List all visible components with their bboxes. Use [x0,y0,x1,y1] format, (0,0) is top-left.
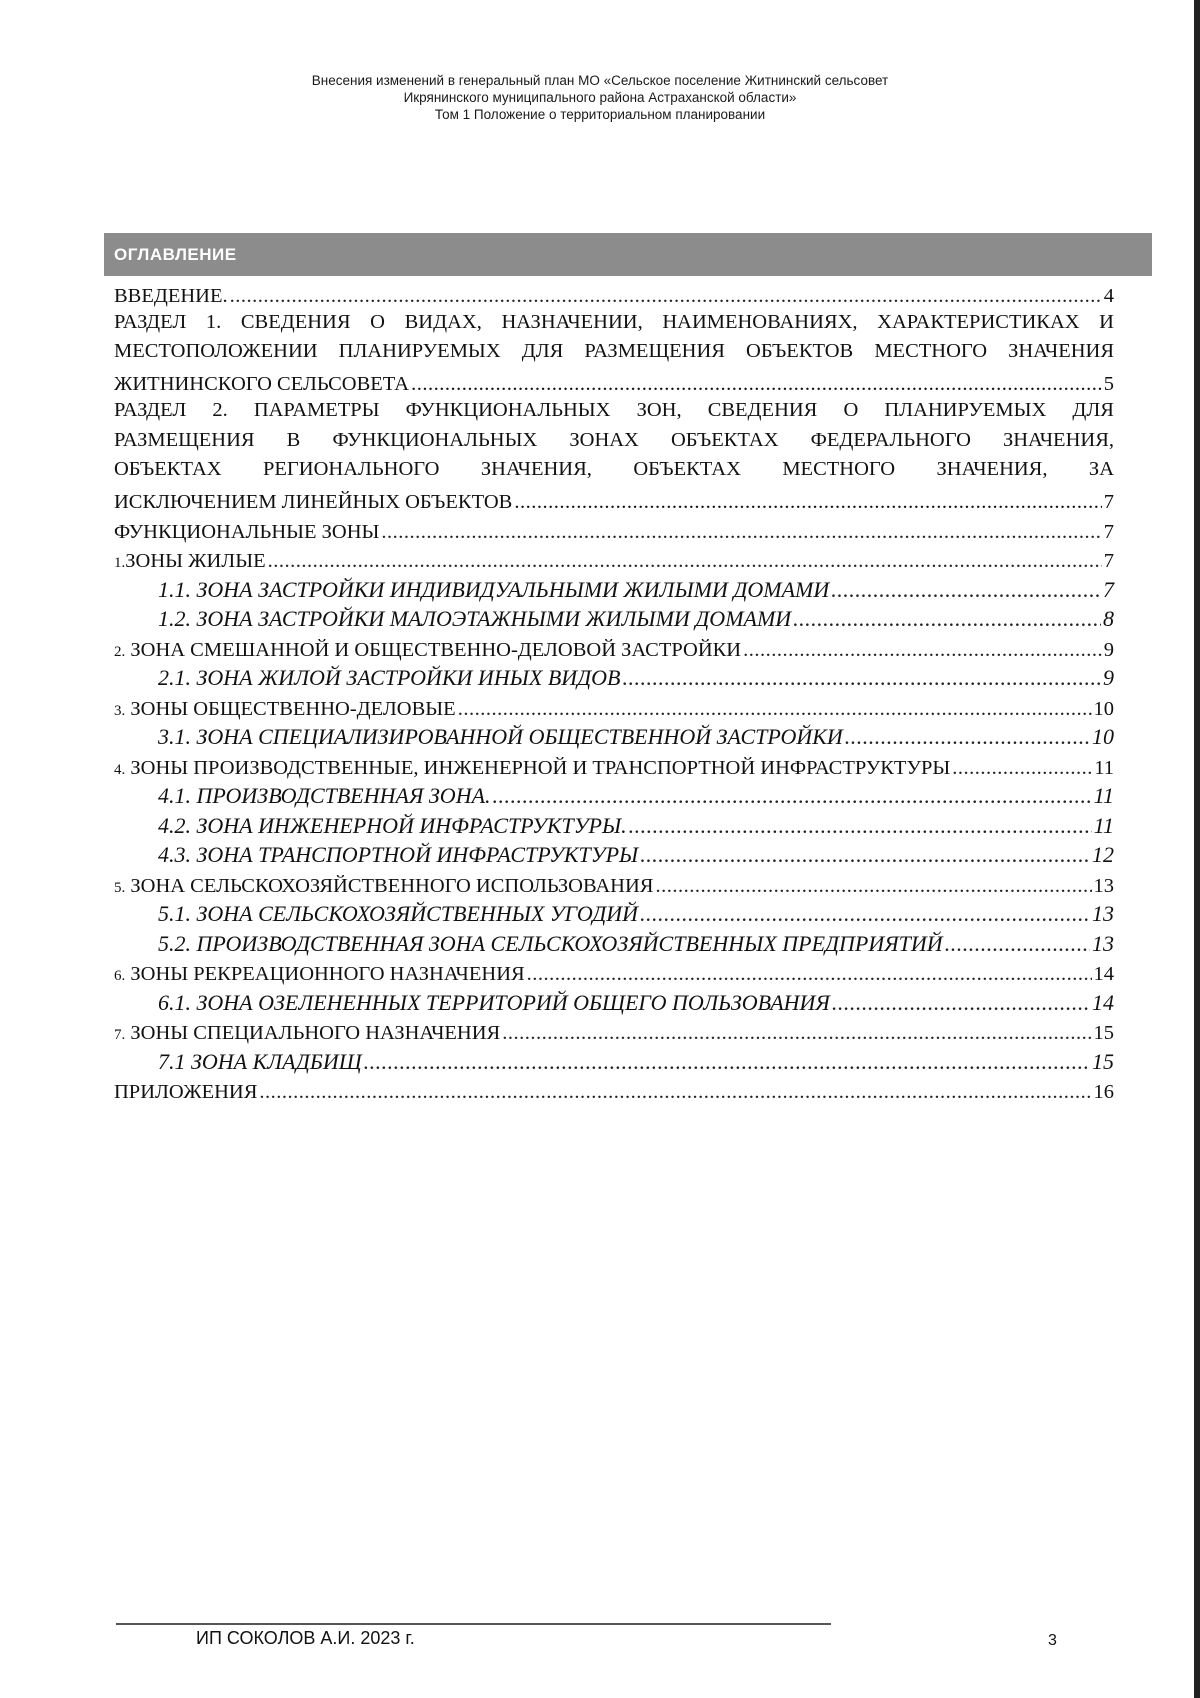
toc-entry-page: 7 [1103,576,1114,602]
toc-leader-dots [268,550,1102,573]
toc-entry-text [158,577,829,603]
toc-leader-dots [832,990,1090,1016]
toc-section-2-line-3: ОБЪЕКТАХ РЕГИОНАЛЬНОГО ЗНАЧЕНИЯ, ОБЪЕКТАХ МЕСТНОГО ЗНАЧЕНИЯ, ЗА [114,458,1114,480]
toc-leader-dots [364,1049,1090,1075]
toc-entry[interactable] [114,603,1114,633]
document-header [0,72,1200,123]
toc-entry[interactable] [114,1045,1114,1075]
header-line-3: Том 1 Положение о территориальном планировании [434,107,766,122]
toc-entry-label: ЗОНЫ ЖИЛЫЕ [125,550,266,572]
toc-entry-page: 16 [1093,1081,1114,1103]
toc-entry[interactable] [114,632,1114,662]
toc-entry-text [114,1081,257,1104]
toc-entry[interactable] [114,750,1114,780]
toc-entry-label: 5.2. ПРОИЗВОДСТВЕННАЯ ЗОНА СЕЛЬСКОХОЗЯЙСТВЕННЫХ ПРЕДПРИЯТИЙ [158,930,943,956]
toc-leader-dots [259,1081,1091,1104]
toc-entry[interactable] [114,544,1114,574]
toc-entry-number: 5. [114,879,126,896]
toc-entry-number: 2. [114,643,126,660]
toc-entry-text [158,842,638,868]
toc-entry-text: ВВЕДЕНИЕ. [114,284,228,307]
toc-entry-page: 9 [1103,665,1114,690]
toc-entry-list [114,514,1114,1104]
toc-entry-page: 11 [1093,783,1114,808]
header-line-2: Икрянинского муниципального района Астраханской области» [403,90,797,105]
toc-entry-label: ЗОНА СЕЛЬСКОХОЗЯЙСТВЕННОГО ИСПОЛЬЗОВАНИЯ [125,874,654,897]
toc-leader-dots [793,606,1101,632]
toc-leader-dots [411,373,1102,396]
toc-entry-number: 6. [114,968,126,984]
toc-entry-label: 2.1. ЗОНА ЖИЛОЙ ЗАСТРОЙКИ ИНЫХ ВИДОВ [158,665,621,690]
toc-leader-dots [845,724,1090,750]
toc-leader-dots [514,491,1101,514]
toc-entry-number: 4. [114,761,126,778]
toc-entry-page: 5 [1103,373,1114,395]
toc-entry-label: ЗОНЫ ОБЩЕСТВЕННО-ДЕЛОВЫЕ [125,697,456,720]
toc-leader-dots [655,875,1091,898]
toc-entry-page: 12 [1092,842,1114,867]
toc-entry[interactable] [114,780,1114,810]
page-edge [1194,0,1200,1698]
toc-entry[interactable] [114,986,1114,1016]
toc-entry-number: 1. [114,555,126,571]
toc-entry-text [158,990,830,1016]
toc-leader-dots [458,698,1092,721]
toc-entry-page: 10 [1093,697,1114,720]
table-of-contents [114,278,1114,1104]
toc-entry-page: 13 [1092,901,1114,926]
toc-entry-page: 15 [1092,1048,1114,1074]
toc-entry[interactable] [114,691,1114,721]
footer-author: ИП СОКОЛОВ А.И. 2023 г. [196,1628,415,1648]
toc-entry-text [158,1049,362,1075]
toc-leader-dots [743,639,1102,662]
toc-entry-page: 4 [1103,284,1114,307]
toc-entry-page: 7 [1103,520,1114,543]
toc-entry[interactable] [114,1075,1114,1105]
toc-entry-label: ЗОНЫ РЕКРЕАЦИОННОГО НАЗНАЧЕНИЯ [125,963,525,985]
toc-entry-text [114,875,653,898]
toc-entry-text [158,783,491,809]
toc-entry-label: 6.1. ЗОНА ОЗЕЛЕНЕННЫХ ТЕРРИТОРИЙ ОБЩЕГО ПОЛЬЗОВАНИЯ [158,989,830,1015]
toc-entry-text [158,931,943,957]
toc-entry[interactable] [114,809,1114,839]
toc-leader-dots [629,813,1092,839]
toc-entry-page: 13 [1093,874,1114,897]
toc-entry-page: 11 [1093,812,1114,838]
toc-entry-number: 3. [114,702,126,719]
toc-entry[interactable] [114,868,1114,898]
toc-entry-page: 10 [1092,724,1114,749]
toc-entry-page: 11 [1094,756,1114,779]
toc-entry[interactable] [114,898,1114,928]
toc-entry-page: 14 [1092,989,1114,1015]
toc-section-2-line-1: РАЗДЕЛ 2. ПАРАМЕТРЫ ФУНКЦИОНАЛЬНЫХ ЗОН, СВЕДЕНИЯ О ПЛАНИРУЕМЫХ ДЛЯ [114,399,1114,421]
toc-entry-label: ПРИЛОЖЕНИЯ [114,1081,258,1103]
toc-entry-page: 9 [1103,638,1114,661]
toc-entry-page: 7 [1103,491,1114,513]
toc-section-2-line-2: РАЗМЕЩЕНИЯ В ФУНКЦИОНАЛЬНЫХ ЗОНАХ ОБЪЕКТАХ ФЕДЕРАЛЬНОГО ЗНАЧЕНИЯ, [114,428,1114,451]
toc-entry-label: 4.1. ПРОИЗВОДСТВЕННАЯ ЗОНА. [158,783,491,808]
toc-entry-text [114,698,456,721]
toc-entry-label: 4.3. ЗОНА ТРАНСПОРТНОЙ ИНФРАСТРУКТУРЫ [158,842,639,867]
toc-section-1-line-2: МЕСТОПОЛОЖЕНИИ ПЛАНИРУЕМЫХ ДЛЯ РАЗМЕЩЕНИЯ ОБЪЕКТОВ МЕСТНОГО ЗНАЧЕНИЯ [114,340,1114,362]
toc-entry-label: ЗОНЫ СПЕЦИАЛЬНОГО НАЗНАЧЕНИЯ [125,1022,501,1044]
toc-entry-text [114,521,379,544]
toc-entry-label: 5.1. ЗОНА СЕЛЬСКОХОЗЯЙСТВЕННЫХ УГОДИЙ [158,901,638,926]
toc-leader-dots [230,285,1102,308]
toc-entry[interactable] [114,927,1114,957]
toc-entry-text [158,606,791,632]
toc-entry[interactable] [114,839,1114,869]
toc-entry-text [158,665,620,691]
toc-entry-label: 7.1 ЗОНА КЛАДБИЩ [158,1048,362,1074]
toc-entry[interactable] [114,957,1114,987]
toc-title: ОГЛАВЛЕНИЕ [104,233,1152,276]
toc-entry-text [158,813,627,839]
toc-leader-dots [527,963,1092,986]
toc-entry-text [158,901,638,927]
toc-leader-dots [640,842,1090,868]
toc-entry-text [114,963,525,986]
toc-entry-label: ФУНКЦИОНАЛЬНЫЕ ЗОНЫ [114,520,380,543]
toc-entry-text [114,1022,500,1045]
toc-entry-label: 3.1. ЗОНА СПЕЦИАЛИЗИРОВАННОЙ ОБЩЕСТВЕННОЙ ЗАСТРОЙКИ [158,724,843,749]
toc-entry-page: 14 [1093,963,1114,985]
toc-entry-text [114,550,266,573]
toc-leader-dots [831,577,1101,603]
toc-leader-dots [381,521,1101,544]
toc-section-1-line-1: РАЗДЕЛ 1. СВЕДЕНИЯ О ВИДАХ, НАЗНАЧЕНИИ, НАИМЕНОВАНИЯХ, ХАРАКТЕРИСТИКАХ И [114,310,1114,333]
toc-entry-section-2[interactable] [114,396,1114,514]
toc-entry[interactable] [114,721,1114,751]
toc-entry[interactable] [114,1016,1114,1046]
toc-entry-text [114,639,741,662]
toc-entry-page: 7 [1103,550,1114,572]
toc-entry-text [114,757,950,780]
toc-entry[interactable] [114,662,1114,692]
page-number: 3 [1048,1632,1057,1649]
toc-entry-number: 7. [114,1027,126,1043]
toc-entry-label: 1.1. ЗОНА ЗАСТРОЙКИ ИНДИВИДУАЛЬНЫМИ ЖИЛЫМИ ДОМАМИ [158,576,830,602]
toc-entry-label: ЗОНА СМЕШАННОЙ И ОБЩЕСТВЕННО-ДЕЛОВОЙ ЗАСТРОЙКИ [125,638,742,661]
toc-leader-dots [952,757,1092,780]
toc-leader-dots [502,1022,1091,1045]
toc-section-2-line-4: ИСКЛЮЧЕНИЕМ ЛИНЕЙНЫХ ОБЪЕКТОВ [114,491,513,513]
footer-divider [116,1623,831,1625]
toc-leader-dots [622,665,1101,691]
toc-entry[interactable] [114,573,1114,603]
toc-leader-dots [945,931,1090,957]
toc-entry[interactable] [114,514,1114,544]
toc-entry-page: 13 [1092,930,1114,956]
toc-entry-label: 4.2. ЗОНА ИНЖЕНЕРНОЙ ИНФРАСТРУКТУРЫ. [158,812,627,838]
toc-section-1-line-3: ЖИТНИНСКОГО СЕЛЬСОВЕТА [114,373,410,395]
toc-entry-label: ЗОНЫ ПРОИЗВОДСТВЕННЫЕ, ИНЖЕНЕРНОЙ И ТРАНСПОРТНОЙ ИНФРАСТРУКТУРЫ [125,756,951,779]
toc-entry-page: 8 [1103,606,1114,631]
toc-entry-label: 1.2. ЗОНА ЗАСТРОЙКИ МАЛОЭТАЖНЫМИ ЖИЛЫМИ ДОМАМИ [158,606,792,631]
header-line-1: Внесения изменений в генеральный план МО «Сельское поселение Житнинский сельсовет [311,73,889,88]
toc-entry-intro[interactable] [114,278,1114,308]
toc-entry-text [158,724,843,750]
toc-leader-dots [493,783,1092,809]
toc-entry-section-1[interactable] [114,308,1114,397]
toc-entry-page: 15 [1093,1022,1114,1044]
toc-leader-dots [640,901,1090,927]
